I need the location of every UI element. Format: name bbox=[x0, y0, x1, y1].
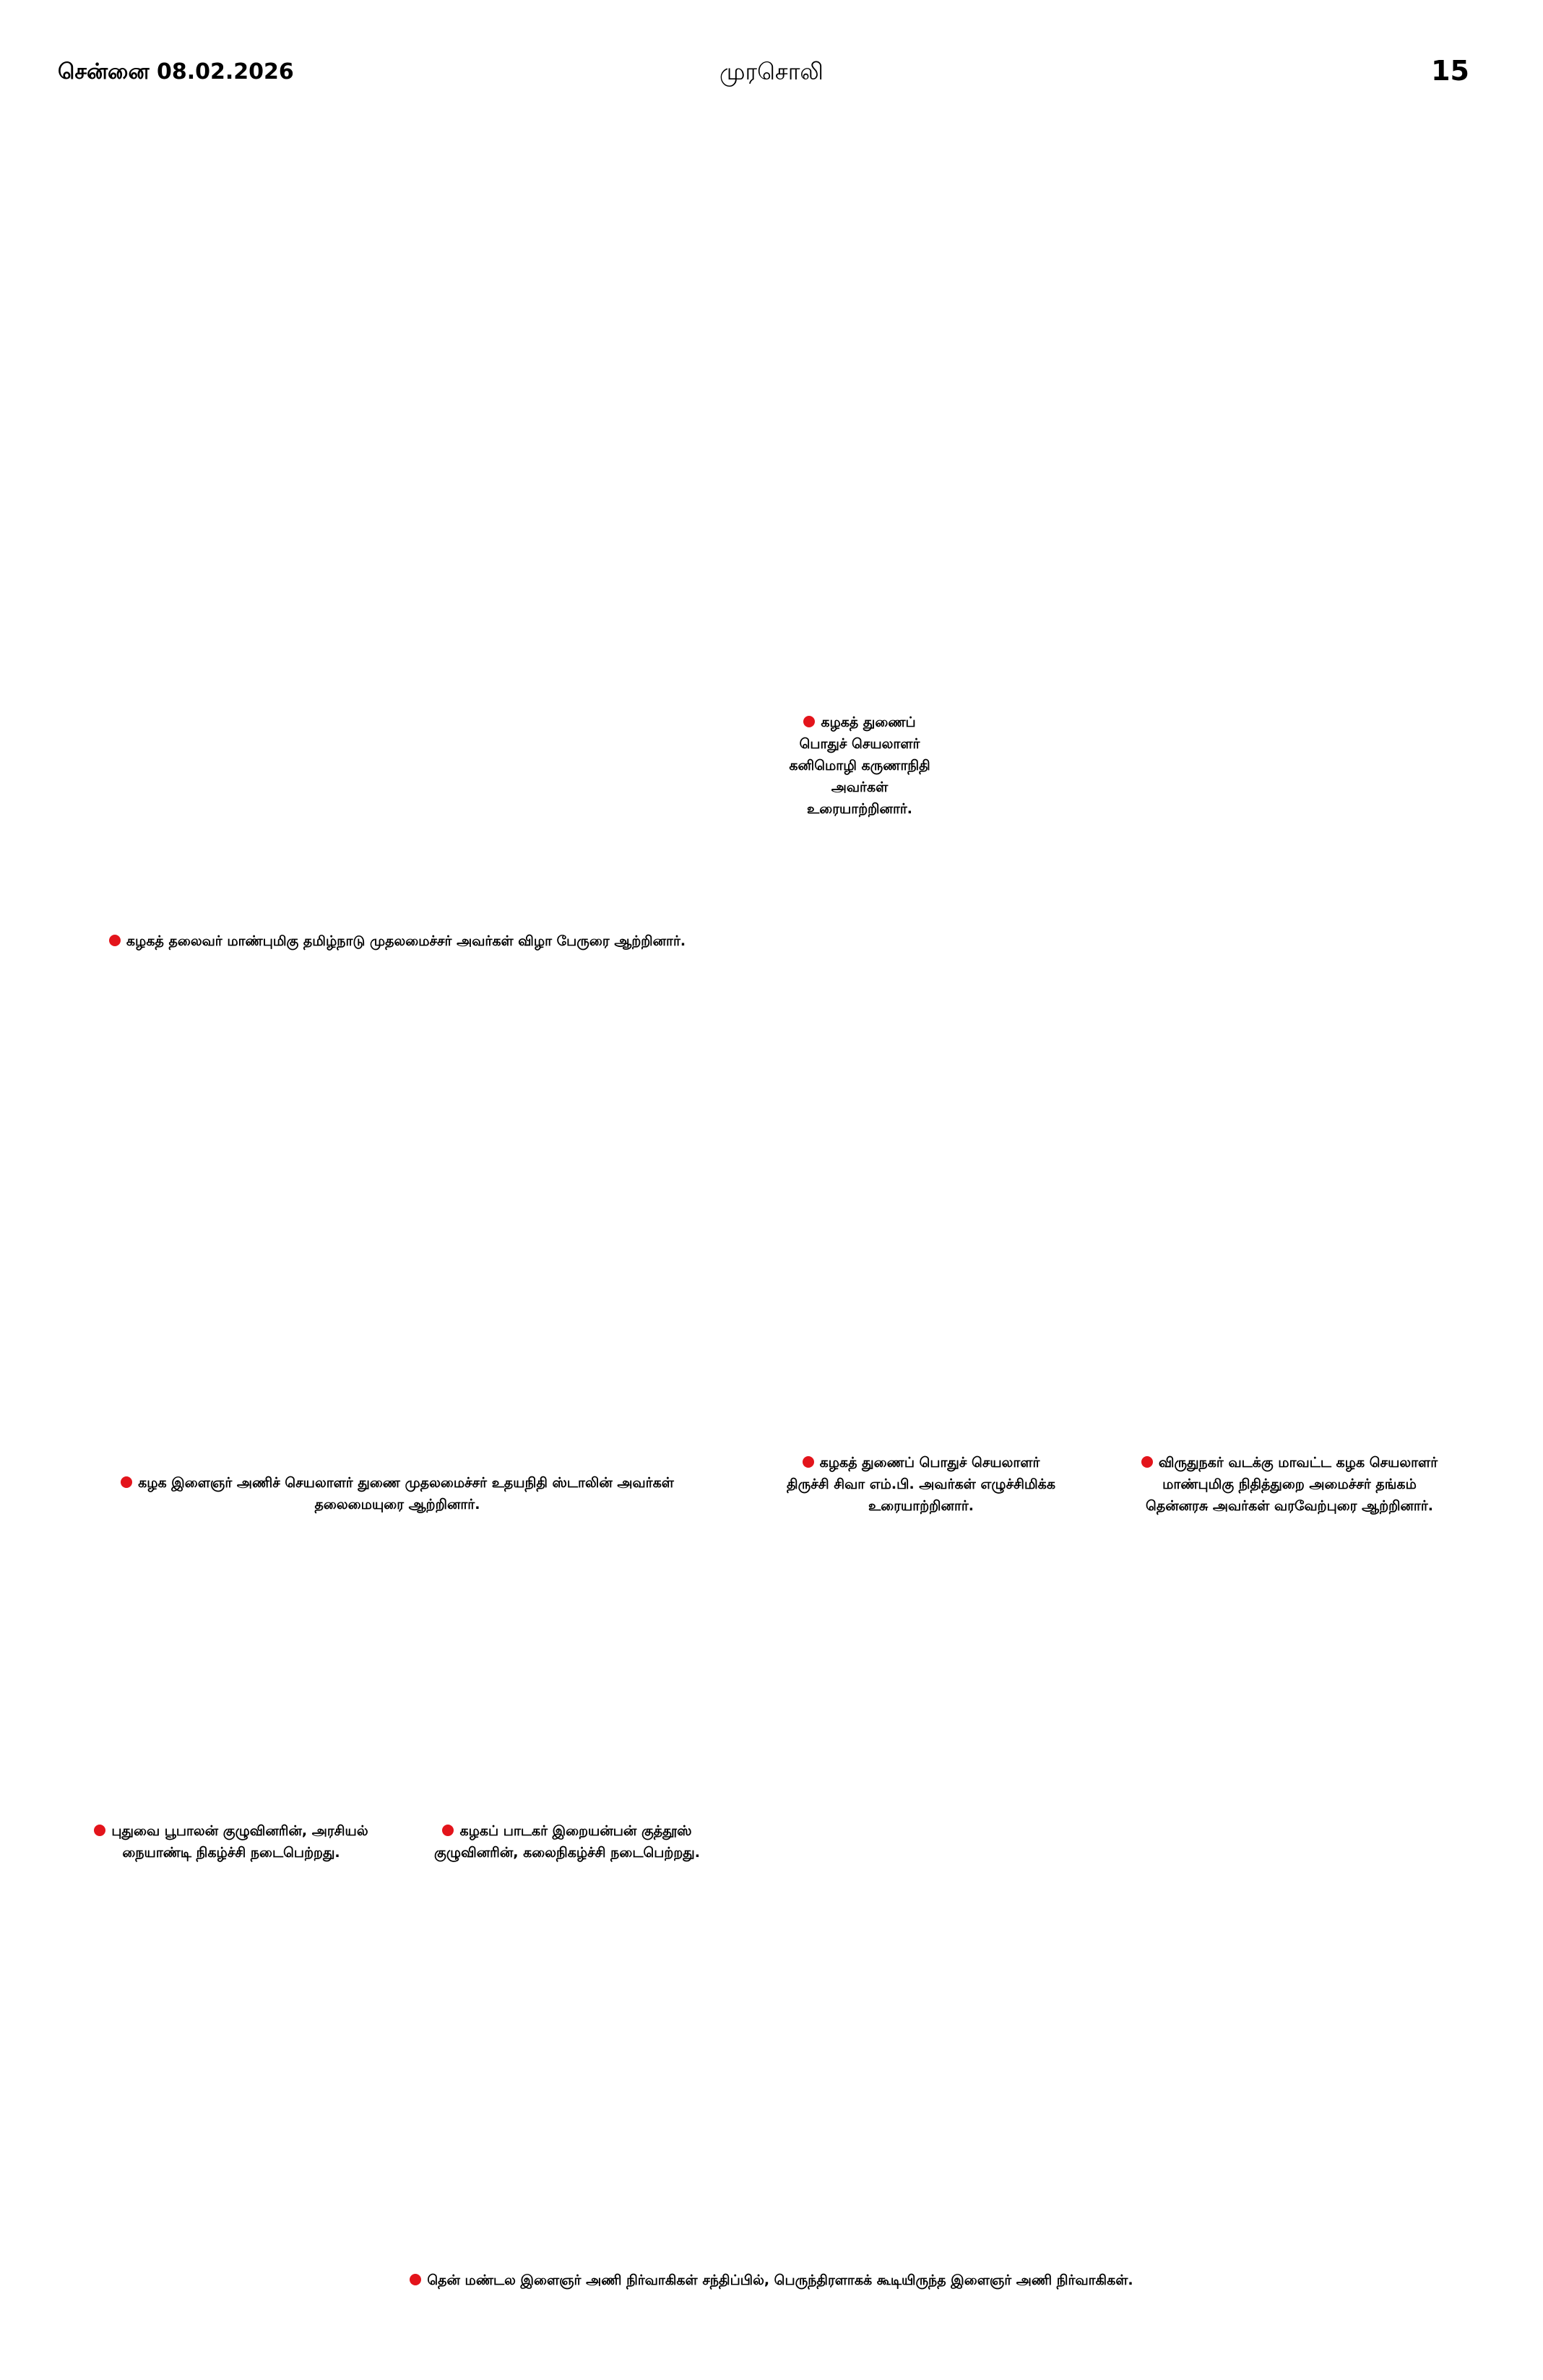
caption-line: தென் மண்டல இளைஞர் அணி நிர்வாகிகள் சந்திப்பில், பெருந்திரளாகக் கூடியிருந்த இளைஞர் அணி நிர்வாகிகள். bbox=[427, 2272, 1133, 2288]
caption-line: நையாண்டி நிகழ்ச்சி நடைபெற்றது. bbox=[122, 1845, 340, 1861]
bullet-icon bbox=[410, 2274, 421, 2285]
caption-line: உரையாற்றினார். bbox=[868, 1498, 974, 1514]
caption-line: மாண்புமிகு நிதித்துறை அமைச்சர் தங்கம் bbox=[1162, 1476, 1417, 1492]
caption-iraiyanban-kuthoos bbox=[412, 1820, 722, 1864]
caption-trichy-siva bbox=[758, 1452, 1084, 1517]
caption-line: கழகத் துணைப் bbox=[821, 714, 916, 730]
caption-thangam-thennarasu bbox=[1112, 1452, 1466, 1517]
caption-puduvai-boopalan bbox=[72, 1820, 390, 1864]
caption-line: கழகத் துணைப் பொதுச் செயலாளர் bbox=[819, 1455, 1040, 1471]
caption-line: உரையாற்றினார். bbox=[806, 801, 913, 817]
bullet-icon bbox=[94, 1825, 105, 1836]
dateline: சென்னை 08.02.2026 bbox=[58, 59, 294, 85]
bullet-icon bbox=[1141, 1456, 1153, 1468]
masthead: முரசொலி bbox=[719, 58, 824, 85]
caption-kanimozhi bbox=[751, 711, 968, 820]
page-number: 15 bbox=[1431, 55, 1469, 87]
caption-chief-minister bbox=[79, 930, 715, 952]
caption-line: திருச்சி சிவா எம்.பி. அவர்கள் எழுச்சிமிக்க bbox=[787, 1476, 1055, 1492]
caption-line: தலைமையுரை ஆற்றினார். bbox=[314, 1497, 480, 1513]
caption-line: குழுவினரின், கலைநிகழ்ச்சி நடைபெற்றது. bbox=[434, 1845, 700, 1861]
bullet-icon bbox=[442, 1825, 454, 1836]
caption-line: விருதுநகர் வடக்கு மாவட்ட கழக செயலாளர் bbox=[1158, 1455, 1438, 1471]
caption-line: கழக இளைஞர் அணிச் செயலாளர் துணை முதலமைச்சர் உதயநிதி ஸ்டாலின் அவர்கள் bbox=[138, 1475, 674, 1491]
caption-line: புதுவை பூபாலன் குழுவினரின், அரசியல் bbox=[111, 1823, 368, 1839]
caption-south-zone-youth bbox=[217, 2269, 1326, 2291]
bullet-icon bbox=[803, 716, 815, 727]
bullet-icon bbox=[803, 1456, 814, 1468]
caption-line: கழகத் தலைவர் மாண்புமிகு தமிழ்நாடு முதலமைச்சர் அவர்கள் விழா பேருரை ஆற்றினார். bbox=[126, 933, 686, 949]
caption-line: தென்னரசு அவர்கள் வரவேற்புரை ஆற்றினார். bbox=[1146, 1498, 1433, 1514]
caption-line: கழகப் பாடகர் இறையன்பன் குத்தூஸ் bbox=[459, 1823, 692, 1839]
bullet-icon bbox=[121, 1476, 132, 1488]
bullet-icon bbox=[109, 935, 121, 946]
caption-line: அவர்கள் bbox=[831, 779, 889, 795]
caption-line: கனிமொழி கருணாநிதி bbox=[789, 758, 930, 774]
caption-line: பொதுச் செயலாளர் bbox=[799, 736, 920, 752]
caption-udhayanidhi bbox=[79, 1472, 715, 1515]
